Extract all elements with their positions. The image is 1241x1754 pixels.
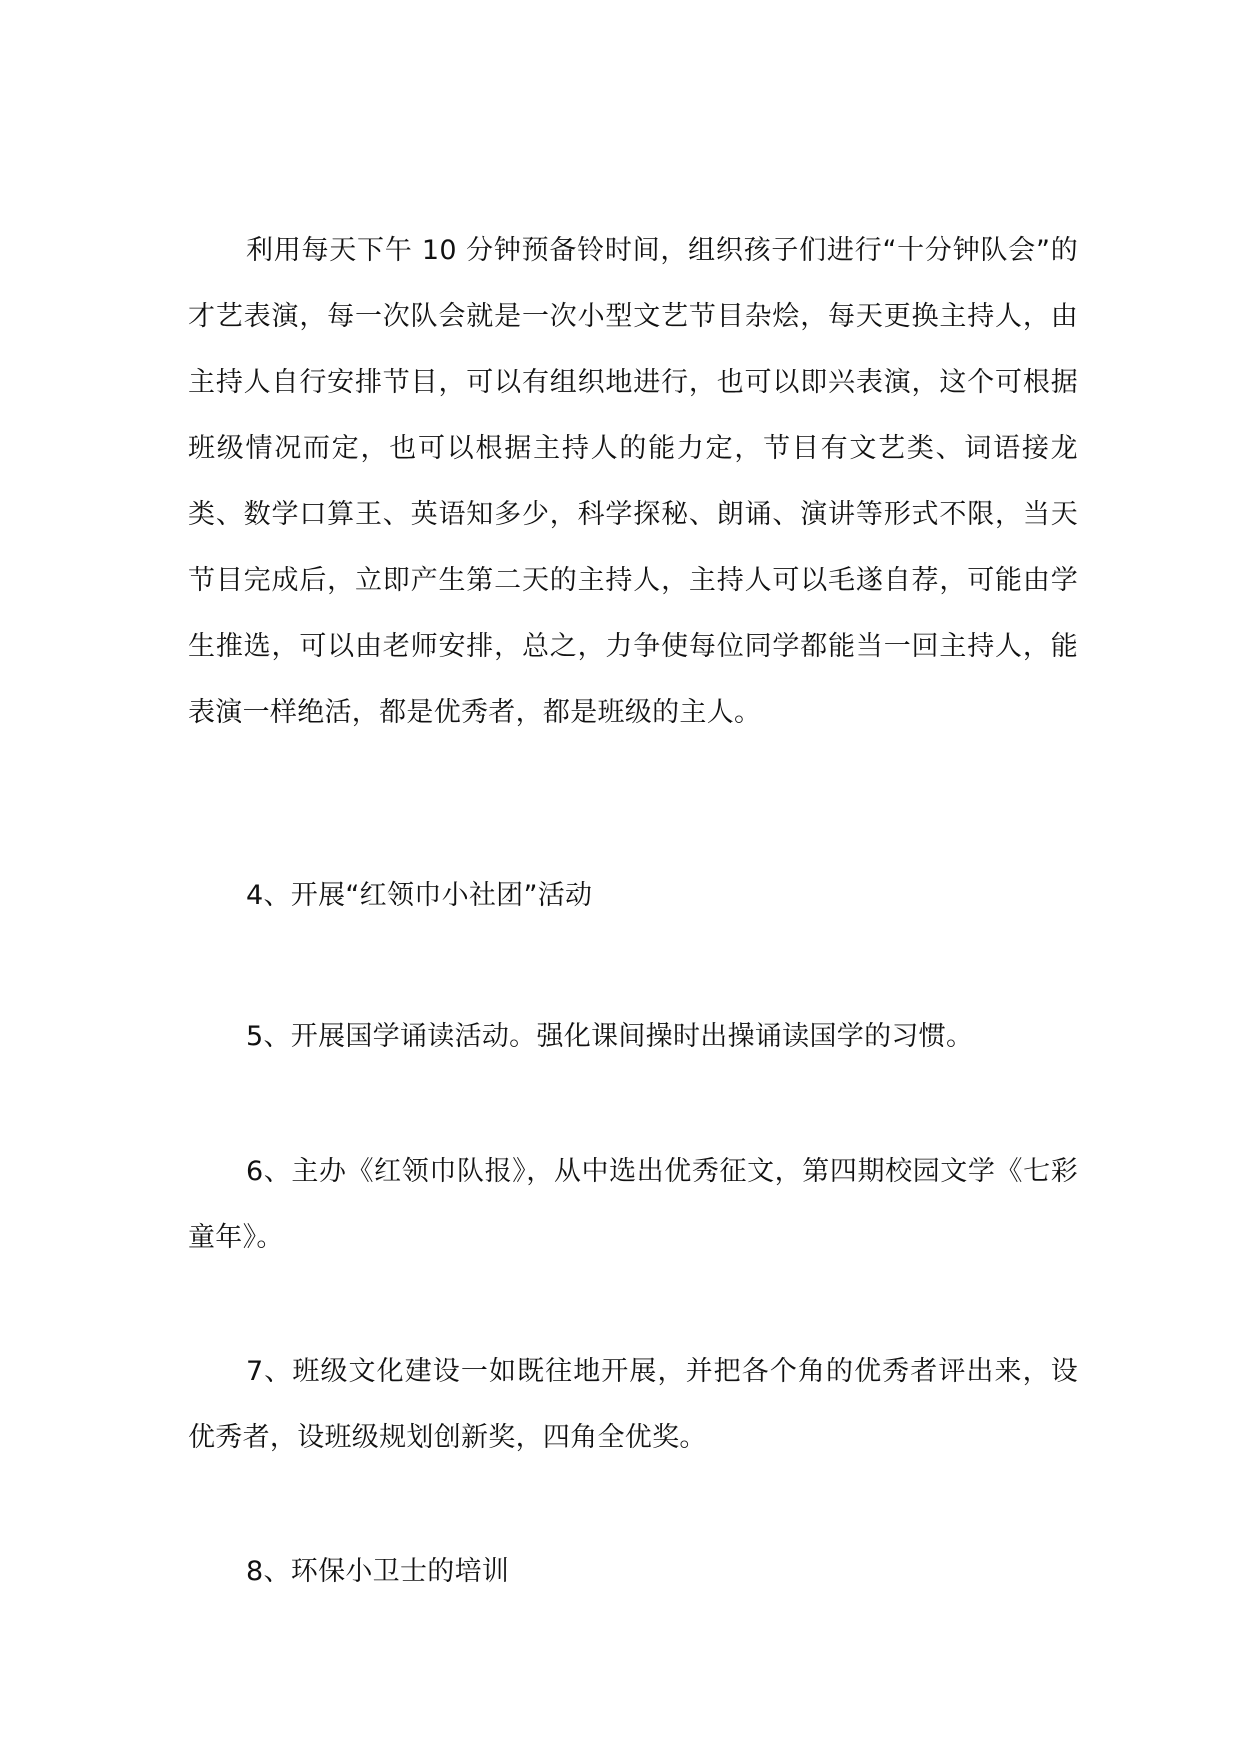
paragraph-item-8: 8、环保小卫士的培训 <box>246 1556 510 1587</box>
paragraph-talent-show: 利用每天下午 10 分钟预备铃时间，组织孩子们进行“十分钟队会”的才艺表演，每一次队会就是一次小型文艺节目杂烩，每天更换主持人，由主持人自行安排节目，可以有组织地进行，也可以即兴表演，这个可根据班级情况而定，也可以根据主持人的能力定，节目有文艺类、词语接龙类、数学口算王、英语知多少，科学探秘、朗诵、演讲等形式不限，当天节目完成后，立即产生第二天的主持人，主持人可以毛遂自荐，可能由学生推选，可以由老师安排，总之，力争使每位同学都能当一回主持人，能表演一样绝活，都是优秀者，都是班级的主人。 <box>188 235 1078 728</box>
paragraph-item-5: 5、开展国学诵读活动。强化课间操时出操诵读国学的习惯。 <box>246 1021 974 1052</box>
paragraph-item-7: 7、班级文化建设一如既往地开展，并把各个角的优秀者评出来，设优秀者，设班级规划创新奖，四角全优奖。 <box>188 1356 1078 1453</box>
paragraph-item-6: 6、主办《红领巾队报》，从中选出优秀征文，第四期校园文学《七彩童年》。 <box>188 1156 1078 1253</box>
paragraph-item-4: 4、开展“红领巾小社团”活动 <box>246 880 593 911</box>
